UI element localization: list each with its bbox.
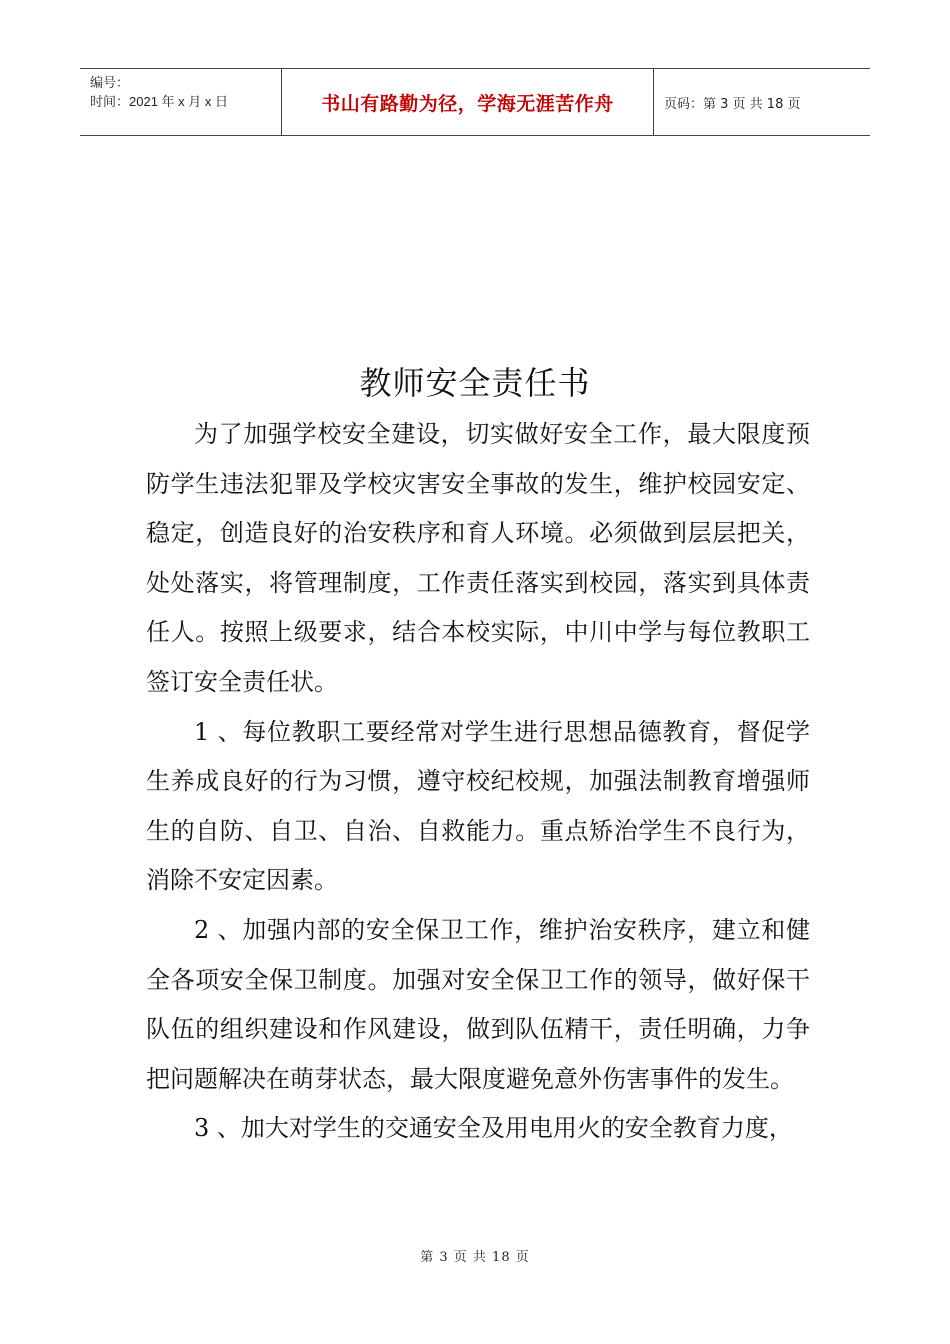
- body-paragraph-3: 3 、加大对学生的交通安全及用电用火的安全教育力度，: [194, 1114, 793, 1143]
- document-date-label: 时间：2021 年 x 月 x 日: [90, 94, 228, 109]
- body-paragraph-intro: 为了加强学校安全建设，切实做好安全工作，最大限度预防学生违法犯罪及学校灾害安全事故的发生，维护校园安定、稳定，创造良好的治安秩序和育人环境。必须做到层层把关，处处落实，将管理制度，工作责任落实到校园，落实到具体责任人。按照上级要求，结合本校实际，中川中学与每位教职工签订安全责任状。: [146, 420, 810, 696]
- document-title: 教师安全责任书: [359, 364, 591, 402]
- body-paragraph-1: 1 、每位教职工要经常对学生进行思想品德教育，督促学生养成良好的行为习惯，遵守校纪校规，加强法制教育增强师生的自防、自卫、自治、自救能力。重点矫治学生不良行为，消除不安定因素。: [146, 717, 810, 895]
- page-header: [80, 68, 870, 136]
- header-page-cell: [654, 69, 870, 135]
- header-motto: 书山有路勤为径，学海无涯苦作舟: [321, 92, 614, 115]
- body-paragraph-2: 2 、加强内部的安全保卫工作，维护治安秩序，建立和健全各项安全保卫制度。加强对安全保卫工作的领导，做好保干队伍的组织建设和作风建设，做到队伍精干，责任明确，力争把问题解决在萌芽状态，最大限度避免意外伤害事件的发生。: [146, 915, 810, 1093]
- header-page-number: 页码：第 3 页 共 18 页: [664, 96, 801, 112]
- header-motto-cell: [282, 69, 654, 135]
- document-body: [146, 410, 810, 1154]
- header-meta-cell: [80, 69, 282, 135]
- page-footer: 第 3 页 共 18 页: [420, 1250, 530, 1265]
- document-number-label: 编号：: [90, 75, 130, 90]
